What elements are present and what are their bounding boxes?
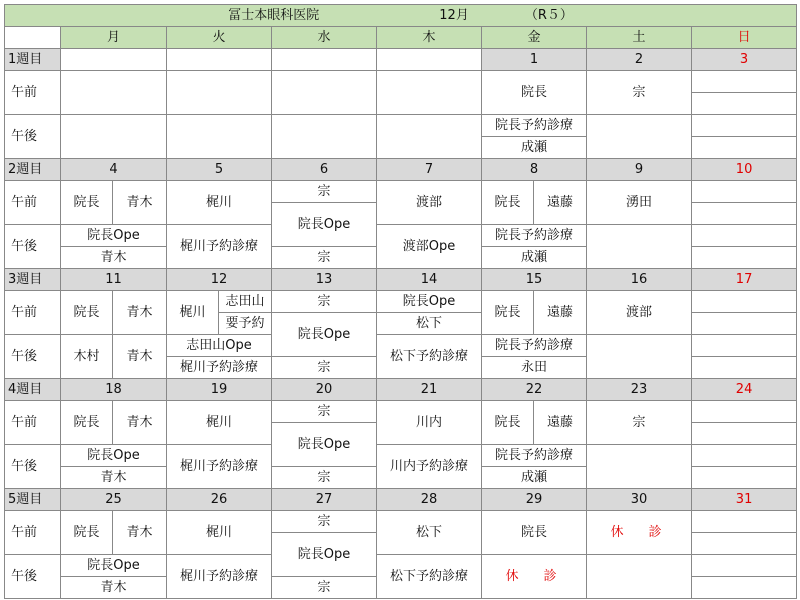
date-cell: 1 [482, 49, 587, 71]
schedule-entry: 湧田 [587, 181, 692, 225]
date-cell: 7 [377, 159, 482, 181]
empty-cell [692, 335, 797, 357]
date-cell: 2 [587, 49, 692, 71]
schedule-entry: 院長予約診療 [482, 225, 587, 247]
schedule-entry: 青木 [61, 247, 167, 269]
date-cell: 21 [377, 379, 482, 401]
day-header-row [5, 27, 797, 49]
title-row [5, 5, 797, 27]
empty-cell [272, 115, 377, 159]
week-5-date-row [5, 489, 797, 511]
schedule-entry: 宗 [272, 247, 377, 269]
date-cell-sunday: 31 [692, 489, 797, 511]
date-cell: 29 [482, 489, 587, 511]
am-label: 午前 [5, 181, 61, 225]
pm-label: 午後 [5, 335, 61, 379]
clinic-name: 冨士本眼科医院 [228, 7, 320, 23]
schedule-entry: 成瀬 [482, 137, 587, 159]
schedule-entry: 院長 [61, 291, 113, 335]
empty-cell [587, 335, 692, 379]
pm-label: 午後 [5, 555, 61, 599]
schedule-entry: 松下 [377, 313, 482, 335]
schedule-entry: 渡部 [587, 291, 692, 335]
empty-cell [692, 203, 797, 225]
empty-cell [692, 357, 797, 379]
schedule-entry: 青木 [61, 467, 167, 489]
empty-cell [587, 225, 692, 269]
date-cell [61, 49, 167, 71]
empty-cell [692, 445, 797, 467]
corner-cell [5, 27, 61, 49]
closed-notice: 休 診 [482, 555, 587, 599]
schedule-entry: 院長 [482, 181, 534, 225]
day-header-mon: 月 [61, 27, 167, 49]
schedule-entry: 院長Ope [272, 423, 377, 467]
empty-cell [61, 115, 167, 159]
empty-cell [692, 555, 797, 577]
date-cell: 22 [482, 379, 587, 401]
date-cell: 15 [482, 269, 587, 291]
empty-cell [692, 467, 797, 489]
week-2-date-row [5, 159, 797, 181]
closed-notice: 休 診 [587, 511, 692, 555]
empty-cell [692, 137, 797, 159]
date-cell: 13 [272, 269, 377, 291]
week-label: 4週目 [5, 379, 61, 401]
schedule-entry: 志田山Ope [167, 335, 272, 357]
day-header-wed: 水 [272, 27, 377, 49]
empty-cell [692, 115, 797, 137]
week-label: 5週目 [5, 489, 61, 511]
day-header-fri: 金 [482, 27, 587, 49]
schedule-entry: 院長Ope [272, 313, 377, 357]
date-cell: 26 [167, 489, 272, 511]
schedule-entry: 青木 [113, 335, 167, 379]
schedule-entry: 宗 [272, 511, 377, 533]
pm-label: 午後 [5, 115, 61, 159]
am-label: 午前 [5, 71, 61, 115]
date-cell: 5 [167, 159, 272, 181]
schedule-entry: 宗 [272, 357, 377, 379]
empty-cell [587, 555, 692, 599]
day-header-thu: 木 [377, 27, 482, 49]
schedule-entry: 院長 [482, 291, 534, 335]
month-label: 12月 [439, 7, 469, 23]
schedule-table [4, 4, 797, 599]
date-cell [377, 49, 482, 71]
schedule-entry: 遠藤 [534, 181, 587, 225]
date-cell: 6 [272, 159, 377, 181]
schedule-entry: 宗 [587, 71, 692, 115]
week-3-date-row [5, 269, 797, 291]
empty-cell [692, 247, 797, 269]
week-label: 3週目 [5, 269, 61, 291]
schedule-entry: 宗 [272, 291, 377, 313]
empty-cell [692, 313, 797, 335]
empty-cell [692, 71, 797, 93]
empty-cell [692, 225, 797, 247]
schedule-entry: 梶川 [167, 291, 219, 335]
schedule-entry: 院長予約診療 [482, 335, 587, 357]
week-label: 2週目 [5, 159, 61, 181]
schedule-entry: 成瀬 [482, 467, 587, 489]
schedule-entry: 院長 [61, 511, 113, 555]
date-cell-sunday: 3 [692, 49, 797, 71]
schedule-entry: 成瀬 [482, 247, 587, 269]
schedule-entry: 院長Ope [272, 203, 377, 247]
schedule-entry: 院長Ope [272, 533, 377, 577]
date-cell: 30 [587, 489, 692, 511]
date-cell: 8 [482, 159, 587, 181]
date-cell-sunday: 24 [692, 379, 797, 401]
empty-cell [692, 511, 797, 533]
empty-cell [692, 181, 797, 203]
date-cell: 14 [377, 269, 482, 291]
date-cell-sunday: 10 [692, 159, 797, 181]
schedule-entry: 青木 [113, 401, 167, 445]
schedule-entry: 宗 [272, 577, 377, 599]
date-cell: 18 [61, 379, 167, 401]
date-cell: 27 [272, 489, 377, 511]
date-cell: 19 [167, 379, 272, 401]
schedule-entry: 青木 [113, 291, 167, 335]
schedule-entry: 川内 [377, 401, 482, 445]
date-cell [167, 49, 272, 71]
schedule-entry: 院長Ope [61, 445, 167, 467]
am-label: 午前 [5, 511, 61, 555]
empty-cell [692, 423, 797, 445]
empty-cell [377, 115, 482, 159]
schedule-entry: 院長 [482, 511, 587, 555]
schedule-entry: 遠藤 [534, 291, 587, 335]
schedule-entry: 遠藤 [534, 401, 587, 445]
empty-cell [587, 115, 692, 159]
schedule-entry: 院長 [482, 401, 534, 445]
schedule-entry: 松下予約診療 [377, 335, 482, 379]
pm-label: 午後 [5, 225, 61, 269]
empty-cell [692, 533, 797, 555]
schedule-entry: 院長予約診療 [482, 445, 587, 467]
empty-cell [692, 93, 797, 115]
schedule-entry: 志田山 [219, 291, 272, 313]
date-cell: 12 [167, 269, 272, 291]
schedule-entry: 松下予約診療 [377, 555, 482, 599]
schedule-entry: 木村 [61, 335, 113, 379]
year-label: （R５） [524, 7, 573, 23]
schedule-entry: 院長Ope [61, 225, 167, 247]
schedule-entry: 青木 [61, 577, 167, 599]
week-4-date-row [5, 379, 797, 401]
date-cell: 28 [377, 489, 482, 511]
schedule-entry: 院長Ope [377, 291, 482, 313]
empty-cell [692, 401, 797, 423]
empty-cell [692, 577, 797, 599]
pm-label: 午後 [5, 445, 61, 489]
schedule-entry: 宗 [272, 467, 377, 489]
schedule-entry: 川内予約診療 [377, 445, 482, 489]
am-label: 午前 [5, 401, 61, 445]
week-label: 1週目 [5, 49, 61, 71]
schedule-entry: 松下 [377, 511, 482, 555]
schedule-entry: 宗 [272, 181, 377, 203]
empty-cell [377, 71, 482, 115]
schedule-entry: 梶川予約診療 [167, 357, 272, 379]
week-1-date-row [5, 49, 797, 71]
day-header-tue: 火 [167, 27, 272, 49]
empty-cell [587, 445, 692, 489]
schedule-entry: 宗 [587, 401, 692, 445]
schedule-entry: 梶川 [167, 511, 272, 555]
empty-cell [167, 71, 272, 115]
schedule-entry: 宗 [272, 401, 377, 423]
schedule-entry: 院長 [61, 181, 113, 225]
date-cell: 4 [61, 159, 167, 181]
date-cell-sunday: 17 [692, 269, 797, 291]
am-label: 午前 [5, 291, 61, 335]
schedule-entry: 渡部 [377, 181, 482, 225]
schedule-entry: 院長 [61, 401, 113, 445]
schedule-entry: 梶川 [167, 401, 272, 445]
schedule-entry: 院長 [482, 71, 587, 115]
date-cell [272, 49, 377, 71]
schedule-entry: 院長予約診療 [482, 115, 587, 137]
date-cell: 20 [272, 379, 377, 401]
date-cell: 9 [587, 159, 692, 181]
schedule-entry: 要予約 [219, 313, 272, 335]
schedule-entry: 青木 [113, 181, 167, 225]
date-cell: 16 [587, 269, 692, 291]
schedule-entry: 青木 [113, 511, 167, 555]
empty-cell [61, 71, 167, 115]
day-header-sun: 日 [692, 27, 797, 49]
date-cell: 23 [587, 379, 692, 401]
empty-cell [272, 71, 377, 115]
date-cell: 25 [61, 489, 167, 511]
schedule-entry: 梶川予約診療 [167, 225, 272, 269]
schedule-entry: 梶川予約診療 [167, 445, 272, 489]
schedule-entry: 院長Ope [61, 555, 167, 577]
empty-cell [692, 291, 797, 313]
schedule-entry: 梶川予約診療 [167, 555, 272, 599]
day-header-sat: 土 [587, 27, 692, 49]
schedule-title [5, 5, 797, 27]
date-cell: 11 [61, 269, 167, 291]
schedule-entry: 渡部Ope [377, 225, 482, 269]
empty-cell [167, 115, 272, 159]
schedule-entry: 永田 [482, 357, 587, 379]
schedule-entry: 梶川 [167, 181, 272, 225]
